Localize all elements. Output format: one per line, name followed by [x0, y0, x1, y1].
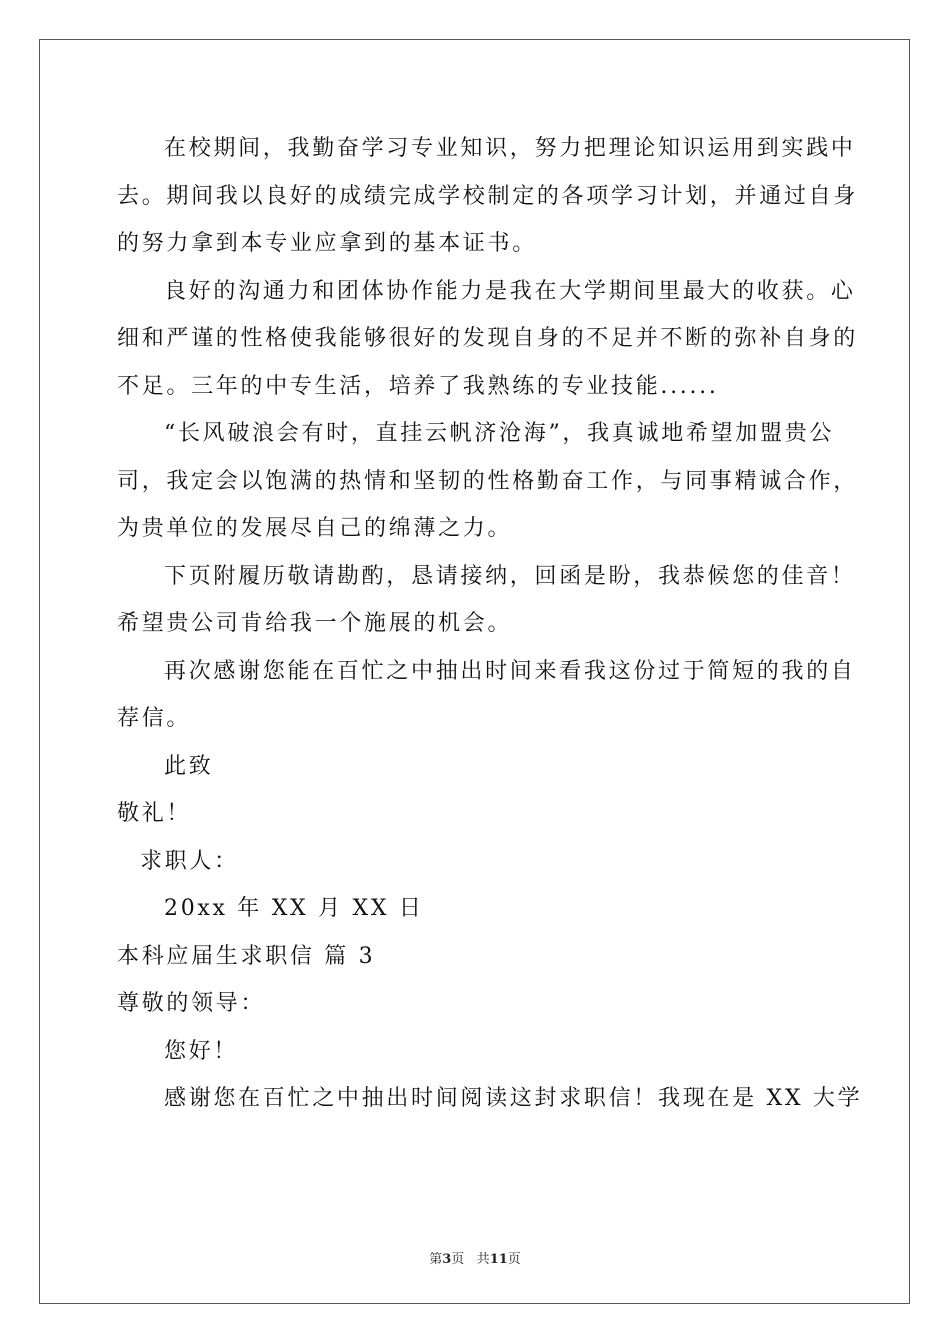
text-line: 再次感谢您能在百忙之中抽出时间来看我这份过于简短的我的自	[164, 658, 856, 684]
text-line: 下页附履历敬请勘酌，恳请接纳，回函是盼，我恭候您的佳音！	[164, 563, 856, 589]
total-page-number: 11	[489, 1252, 508, 1267]
letter-greeting: 尊敬的领导：	[117, 991, 266, 1016]
text-line: 良好的沟通力和团体协作能力是我在大学期间里最大的收获。心	[164, 278, 856, 304]
applicant-label: 求职人：	[140, 848, 239, 874]
text-line: 细和严谨的性格使我能够很好的发现自身的不足并不断的弥补自身的	[117, 326, 859, 351]
text-line: 去。期间我以良好的成绩完成学校制定的各项学习计划，并通过自身	[117, 183, 859, 209]
current-page-number: 3	[442, 1252, 452, 1267]
text-line: “长风破浪会有时，直挂云帆济沧海”，我真诚地希望加盟贵公	[164, 421, 835, 446]
text-line: 希望贵公司肯给我一个施展的机会。	[117, 611, 513, 636]
section-heading: 本科应届生求职信 篇 3	[117, 943, 376, 969]
text-line: 不足。三年的中专生活，培养了我熟练的专业技能......	[117, 373, 719, 399]
text-line: 荐信。	[117, 706, 192, 731]
text-line: 在校期间，我勤奋学习专业知识，努力把理论知识运用到实践中	[164, 136, 856, 161]
text-line: 司，我定会以饱满的热情和坚韧的性格勤奋工作，与同事精诚合作，	[117, 468, 859, 494]
letter-hello: 您好！	[164, 1038, 239, 1064]
footer-total-prefix: 共	[476, 1252, 490, 1267]
document-body	[117, 125, 863, 1123]
salutation-respect: 敬礼！	[117, 801, 192, 826]
text-line: 的努力拿到本专业应拿到的基本证书。	[117, 231, 537, 256]
letter-date: 20xx 年 XX 月 XX 日	[164, 896, 424, 921]
text-line: 感谢您在百忙之中抽出时间阅读这封求职信！我现在是 XX 大学	[164, 1086, 863, 1111]
page-footer	[0, 1248, 950, 1267]
footer-total-unit: 页	[507, 1252, 521, 1267]
footer-page-unit: 页	[451, 1252, 465, 1267]
footer-prefix: 第	[429, 1252, 443, 1267]
text-line: 为贵单位的发展尽自己的绵薄之力。	[117, 516, 513, 541]
salutation-closing: 此致	[164, 753, 214, 779]
